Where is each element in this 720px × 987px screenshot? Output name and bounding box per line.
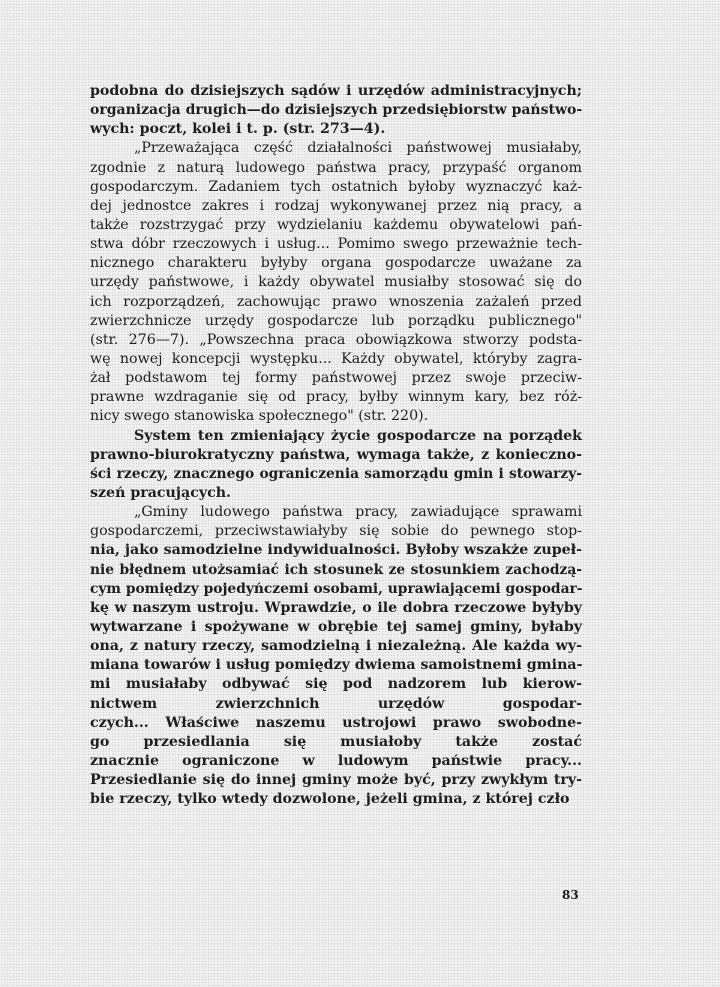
text-line: nicy swego stanowiska społecznego" (str. 220).: [90, 408, 429, 425]
text-line: ona, z natury rzeczy, samodzielną i niezależną. Ale każda wy-: [90, 638, 582, 655]
text-line: zwierzchnicze urzędy gospodarcze lub porządku publicznego": [90, 312, 582, 329]
text-line: nia, jako samodzielne indywidualności. Byłoby wszakże zupeł-: [90, 542, 582, 559]
text-line: urzędy państwowe, i każdy obywatel musiałby stosować się do: [90, 274, 582, 291]
text-line: „Gminy ludowego państwa pracy, zawiadujące sprawami: [134, 504, 582, 521]
text-line: gospodarczym. Zadaniem tych ostatnich byłoby wyznaczyć każ-: [90, 178, 582, 195]
text-line: wych: poczt, kolei i t. p. (str. 273—4).: [90, 121, 386, 138]
page-number: 83: [562, 888, 579, 902]
text-line: stwa dóbr rzeczowych i usług... Pomimo swego przeważnie tech-: [90, 236, 582, 253]
text-line: cym pomiędzy pojedyńczemi osobami, uprawiającemi gospodar-: [90, 580, 583, 597]
text-line: podobna do dzisiejszych sądów i urzędów administracyjnych;: [90, 83, 582, 99]
text-line: Przesiedlanie się do innej gminy może być, przy zwykłym try-: [90, 772, 582, 789]
text-line: dej jednostce zakres i rodzaj wykonywanej przez nią pracy, a: [90, 197, 582, 214]
text-line: także rozstrzygać przy wydzielaniu każdemu obywatelowi pań-: [90, 216, 582, 233]
text-line: prawne wzdraganie się od pracy, byłby winnym kary, bez róż-: [90, 389, 582, 406]
text-line: prawno-biurokratyczny państwa, wymaga także, z konieczno-: [90, 446, 582, 463]
text-line: wę nowej koncepcji występku... Każdy obywatel, któryby zagra-: [90, 350, 582, 367]
text-line: nicznego charakteru byłyby organa gospodarcze uważane za: [90, 255, 582, 272]
text-line: miana towarów i usług pomiędzy dwiema samoistnemi gmina-: [90, 657, 583, 674]
text-line: wytwarzane i spożywane w obrębie tej samej gminy, byłaby: [90, 618, 582, 635]
text-line: ich rozporządzeń, zachowując prawo wnoszenia zażaleń przed: [90, 293, 582, 310]
body-text: [90, 82, 582, 809]
text-line: System ten zmieniający życie gospodarcze na porządek: [134, 427, 582, 444]
text-line: „Przeważająca część działalności państwowej musiałaby,: [134, 140, 582, 157]
text-line: czych... Właściwe naszemu ustrojowi prawo swobodne-: [90, 714, 582, 731]
text-line: organizacja drugich—do dzisiejszych przedsiębiorstw państwo-: [90, 102, 583, 119]
text-line: ści rzeczy, znacznego ograniczenia samorządu gmin i stowarzy-: [90, 465, 582, 482]
text-line: nie błędnem utożsamiać ich stosunek ze stosunkiem zachodzą-: [90, 561, 582, 578]
text-line: (str. 276—7). „Powszechna praca obowiązkowa stworzy podsta-: [90, 331, 582, 348]
text-line: mi musiałaby odbywać się pod nadzorem lub kierow-: [90, 676, 582, 693]
text-line: kę w naszym ustroju. Wprawdzie, o ile dobra rzeczowe byłyby: [90, 599, 582, 616]
text-line: bie rzeczy, tylko wtedy dozwolone, jeżeli gmina, z której czło: [90, 791, 570, 808]
text-line: żał podstawom tej formy państwowej przez swoje przeciw-: [90, 370, 582, 387]
text-line: zgodnie z naturą ludowego państwa pracy, przypaść organom: [90, 159, 582, 176]
text-line: gospodarczemi, przeciwstawiałyby się sobie do pewnego stop-: [90, 523, 582, 540]
text-line: nictwem zwierzchnich urzędów gospodar-: [90, 695, 582, 712]
text-line: znacznie ograniczone w ludowym państwie pracy...: [90, 752, 582, 769]
text-line: go przesiedlania się musiałoby także zostać: [90, 733, 582, 750]
text-line: szeń pracujących.: [90, 484, 231, 501]
